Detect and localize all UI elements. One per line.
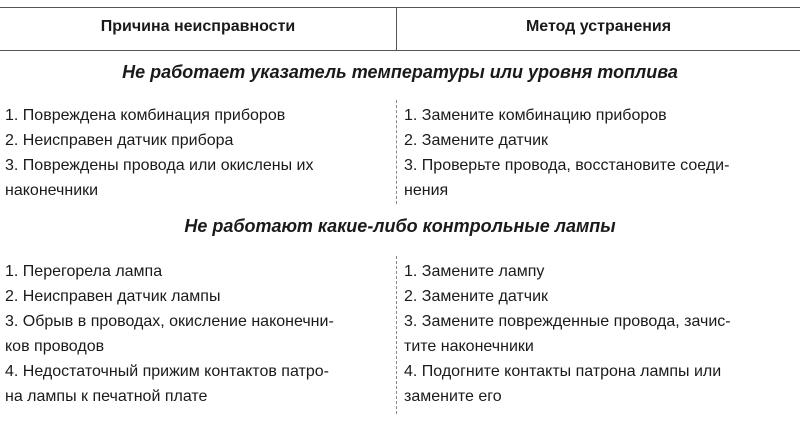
list-item: 2. Замените датчик: [404, 132, 548, 149]
list-item: 3. Обрыв в проводах, окисление наконечни-: [5, 313, 334, 330]
list-item: 3. Замените поврежденные провода, зачис-: [404, 313, 731, 330]
column-header-cause: Причина неисправности: [100, 18, 296, 35]
list-item: 1. Перегорела лампа: [5, 263, 163, 280]
list-item: 4. Недостаточный прижим контактов патро-: [5, 363, 329, 380]
section-title: Не работает указатель температуры или уровня топлива: [122, 62, 678, 82]
list-item: наконечники: [5, 182, 99, 199]
list-item: ков проводов: [5, 338, 105, 355]
list-item: замените его: [404, 388, 502, 405]
column-header-remedy: Метод устранения: [525, 18, 672, 35]
list-item: 3. Проверьте провода, восстановите соеди-: [404, 157, 730, 174]
remedies-list: [404, 259, 796, 409]
list-item: тите наконечники: [404, 338, 534, 355]
list-item: 1. Повреждена комбинация приборов: [5, 107, 286, 124]
header-bottom-rule: [0, 50, 800, 51]
list-item: 3. Повреждены провода или окислены их: [5, 157, 314, 174]
section-title: Не работают какие-либо контрольные лампы: [184, 216, 616, 236]
list-item: 1. Замените комбинацию приборов: [404, 107, 667, 124]
column-divider: [396, 100, 397, 204]
causes-list: [5, 259, 390, 409]
list-item: 4. Подогните контакты патрона лампы или: [404, 363, 722, 380]
list-item: нения: [404, 182, 449, 199]
list-item: 2. Замените датчик: [404, 288, 548, 305]
list-item: 2. Неисправен датчик прибора: [5, 132, 234, 149]
column-divider: [396, 256, 397, 414]
table-top-rule: [0, 7, 800, 8]
list-item: на лампы к печатной плате: [5, 388, 208, 405]
header-column-divider: [396, 8, 397, 50]
remedies-list: [404, 103, 796, 203]
causes-list: [5, 103, 390, 203]
list-item: 2. Неисправен датчик лампы: [5, 288, 221, 305]
list-item: 1. Замените лампу: [404, 263, 545, 280]
